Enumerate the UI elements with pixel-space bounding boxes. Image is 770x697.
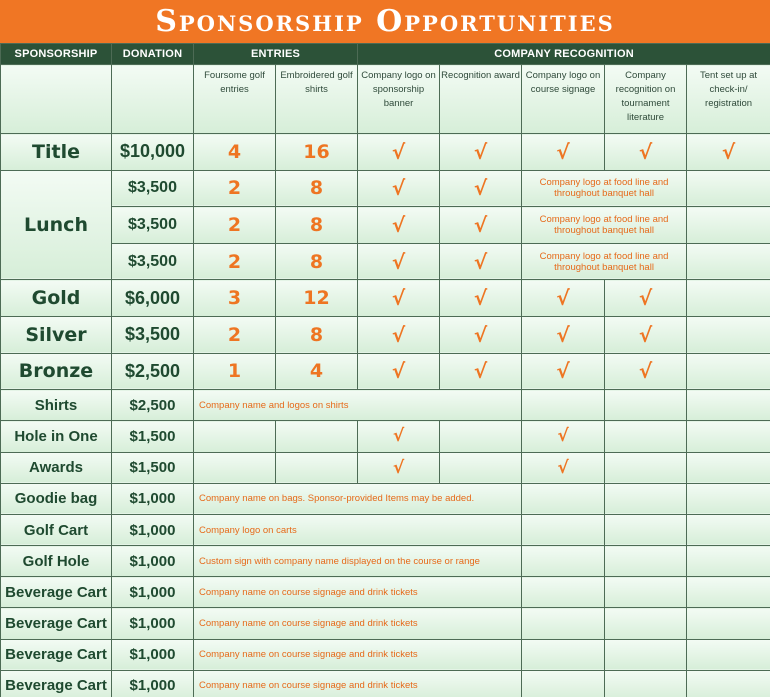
- check-icon: √: [522, 452, 605, 483]
- check-icon: √: [358, 243, 440, 280]
- check-icon: √: [522, 421, 605, 452]
- sponsor-name: Bronze: [1, 353, 112, 390]
- empty-cell: [605, 639, 687, 670]
- table-row: [1, 577, 770, 608]
- empty-cell: [522, 390, 605, 421]
- check-icon: √: [358, 207, 440, 244]
- table-row: [1, 316, 770, 353]
- subheader-blank: [1, 65, 112, 134]
- empty-cell: [687, 207, 770, 244]
- empty-cell: [522, 639, 605, 670]
- check-icon: √: [605, 280, 687, 317]
- table-row: [1, 483, 770, 514]
- empty-cell: [522, 577, 605, 608]
- header-company-recognition: COMPANY RECOGNITION: [358, 44, 770, 65]
- empty-cell: [687, 546, 770, 577]
- sponsor-name: Shirts: [1, 390, 112, 421]
- empty-cell: [605, 390, 687, 421]
- shirt-count: 12: [276, 280, 358, 317]
- subheader-banner: Company logo on sponsorship banner: [358, 65, 440, 134]
- sponsor-note: Company name on course signage and drink tickets: [194, 639, 522, 670]
- empty-cell: [687, 670, 770, 697]
- donation-amount: $3,500: [112, 243, 194, 280]
- check-icon: √: [440, 353, 522, 390]
- subheader-award: Recognition award: [440, 65, 522, 134]
- check-icon: √: [522, 134, 605, 171]
- empty-cell: [605, 670, 687, 697]
- subheader-foursome: Foursome golf entries: [194, 65, 276, 134]
- empty-cell: [687, 514, 770, 545]
- foursome-count: 4: [194, 134, 276, 171]
- check-icon: √: [440, 316, 522, 353]
- table-row: [1, 639, 770, 670]
- subheader-blank: [112, 65, 194, 134]
- check-icon: √: [358, 452, 440, 483]
- table-row: [1, 670, 770, 697]
- empty-cell: [687, 639, 770, 670]
- shirt-count: 8: [276, 170, 358, 207]
- table-row: [1, 452, 770, 483]
- table-row: [1, 243, 770, 280]
- empty-cell: [605, 608, 687, 639]
- header-sponsorship: SPONSORSHIP: [1, 44, 112, 65]
- donation-amount: $1,000: [112, 577, 194, 608]
- header-entries: ENTRIES: [194, 44, 358, 65]
- check-icon: √: [358, 170, 440, 207]
- subheader-row: [1, 65, 770, 134]
- donation-amount: $6,000: [112, 280, 194, 317]
- empty-cell: [605, 452, 687, 483]
- empty-cell: [522, 608, 605, 639]
- donation-amount: $1,000: [112, 546, 194, 577]
- header-row: [1, 44, 770, 65]
- table-row: [1, 134, 770, 171]
- empty-cell: [687, 421, 770, 452]
- check-icon: √: [440, 243, 522, 280]
- empty-cell: [687, 452, 770, 483]
- shirt-count: 8: [276, 316, 358, 353]
- signage-note: Company logo at food line and throughout banquet hall: [522, 243, 687, 280]
- signage-note: Company logo at food line and throughout banquet hall: [522, 207, 687, 244]
- empty-cell: [522, 514, 605, 545]
- empty-cell: [687, 483, 770, 514]
- check-icon: √: [440, 280, 522, 317]
- shirt-count: 4: [276, 353, 358, 390]
- check-icon: √: [358, 134, 440, 171]
- sponsor-name: Golf Cart: [1, 514, 112, 545]
- check-icon: √: [440, 134, 522, 171]
- check-icon: √: [358, 421, 440, 452]
- check-icon: √: [358, 353, 440, 390]
- empty-cell: [687, 243, 770, 280]
- check-icon: √: [687, 134, 770, 171]
- sponsor-note: Company name on bags. Sponsor-provided Items may be added.: [194, 483, 522, 514]
- sponsor-name: Beverage Cart: [1, 639, 112, 670]
- sponsor-name: Hole in One: [1, 421, 112, 452]
- table-row: [1, 353, 770, 390]
- table-row: [1, 170, 770, 207]
- sponsor-name: Awards: [1, 452, 112, 483]
- sponsor-name: Beverage Cart: [1, 670, 112, 697]
- donation-amount: $3,500: [112, 316, 194, 353]
- empty-cell: [276, 452, 358, 483]
- sponsorship-table: [0, 43, 770, 697]
- donation-amount: $10,000: [112, 134, 194, 171]
- sponsor-name: Beverage Cart: [1, 608, 112, 639]
- page-title: Sponsorship Opportunities: [0, 0, 770, 43]
- empty-cell: [194, 421, 276, 452]
- sponsor-name: Title: [1, 134, 112, 171]
- foursome-count: 3: [194, 280, 276, 317]
- donation-amount: $1,500: [112, 452, 194, 483]
- sponsor-note: Company logo on carts: [194, 514, 522, 545]
- subheader-literature: Company recognition on tournament literature: [605, 65, 687, 134]
- shirt-count: 8: [276, 207, 358, 244]
- empty-cell: [194, 452, 276, 483]
- empty-cell: [605, 421, 687, 452]
- empty-cell: [687, 353, 770, 390]
- sponsor-note: Company name on course signage and drink tickets: [194, 577, 522, 608]
- empty-cell: [687, 390, 770, 421]
- empty-cell: [687, 577, 770, 608]
- header-donation: DONATION: [112, 44, 194, 65]
- empty-cell: [605, 546, 687, 577]
- foursome-count: 1: [194, 353, 276, 390]
- donation-amount: $1,000: [112, 483, 194, 514]
- check-icon: √: [358, 280, 440, 317]
- empty-cell: [687, 280, 770, 317]
- check-icon: √: [522, 316, 605, 353]
- table-row: [1, 421, 770, 452]
- sponsor-note: Company name on course signage and drink tickets: [194, 670, 522, 697]
- check-icon: √: [605, 134, 687, 171]
- check-icon: √: [440, 207, 522, 244]
- empty-cell: [687, 316, 770, 353]
- empty-cell: [687, 170, 770, 207]
- foursome-count: 2: [194, 170, 276, 207]
- empty-cell: [605, 514, 687, 545]
- donation-amount: $3,500: [112, 170, 194, 207]
- sponsor-name: Gold: [1, 280, 112, 317]
- empty-cell: [522, 546, 605, 577]
- empty-cell: [605, 483, 687, 514]
- donation-amount: $1,000: [112, 670, 194, 697]
- signage-note: Company logo at food line and throughout banquet hall: [522, 170, 687, 207]
- donation-amount: $1,000: [112, 514, 194, 545]
- check-icon: √: [605, 353, 687, 390]
- sponsor-note: Company name on course signage and drink tickets: [194, 608, 522, 639]
- sponsor-name: Lunch: [1, 170, 112, 280]
- check-icon: √: [605, 316, 687, 353]
- empty-cell: [276, 421, 358, 452]
- check-icon: √: [358, 316, 440, 353]
- donation-amount: $2,500: [112, 390, 194, 421]
- sponsor-name: Beverage Cart: [1, 577, 112, 608]
- check-icon: √: [440, 170, 522, 207]
- table-row: [1, 514, 770, 545]
- donation-amount: $1,500: [112, 421, 194, 452]
- empty-cell: [440, 452, 522, 483]
- subheader-signage: Company logo on course signage: [522, 65, 605, 134]
- sponsor-name: Golf Hole: [1, 546, 112, 577]
- empty-cell: [440, 421, 522, 452]
- empty-cell: [687, 608, 770, 639]
- empty-cell: [605, 577, 687, 608]
- foursome-count: 2: [194, 243, 276, 280]
- shirt-count: 16: [276, 134, 358, 171]
- table-row: [1, 546, 770, 577]
- empty-cell: [522, 483, 605, 514]
- donation-amount: $3,500: [112, 207, 194, 244]
- donation-amount: $2,500: [112, 353, 194, 390]
- check-icon: √: [522, 353, 605, 390]
- table-row: [1, 207, 770, 244]
- table-row: [1, 390, 770, 421]
- check-icon: √: [522, 280, 605, 317]
- foursome-count: 2: [194, 207, 276, 244]
- foursome-count: 2: [194, 316, 276, 353]
- empty-cell: [522, 670, 605, 697]
- donation-amount: $1,000: [112, 608, 194, 639]
- sponsor-note: Custom sign with company name displayed on the course or range: [194, 546, 522, 577]
- sponsor-name: Goodie bag: [1, 483, 112, 514]
- subheader-tent: Tent set up at check-in/ registration: [687, 65, 770, 134]
- sponsor-note: Company name and logos on shirts: [194, 390, 522, 421]
- sponsor-name: Silver: [1, 316, 112, 353]
- donation-amount: $1,000: [112, 639, 194, 670]
- table-row: [1, 280, 770, 317]
- subheader-shirts: Embroidered golf shirts: [276, 65, 358, 134]
- table-row: [1, 608, 770, 639]
- shirt-count: 8: [276, 243, 358, 280]
